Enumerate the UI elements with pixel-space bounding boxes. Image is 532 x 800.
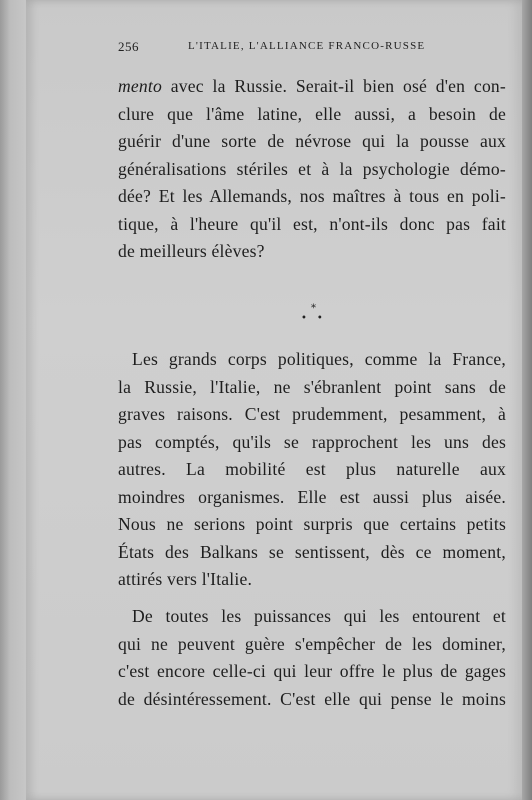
text-line — [118, 73, 506, 101]
text-line: graves raisons. C'est prudemment, pesamment, à — [118, 404, 506, 424]
text-line: de meilleurs élèves? — [118, 241, 265, 261]
italic-word: mento — [118, 76, 162, 96]
text-line: c'est encore celle-ci qui leur offre le plus de gages — [118, 661, 506, 681]
text-line: dée? Et les Allemands, nos maîtres à tous en poli- — [118, 186, 506, 206]
page-header — [118, 39, 448, 59]
text-line: moindres organismes. Elle est aussi plus aisée. — [118, 486, 506, 507]
text-line: De toutes les puissances qui les entourent et — [132, 606, 506, 626]
page-edge — [522, 0, 532, 800]
text-line: États des Balkans se sentissent, dès ce moment, — [118, 541, 506, 562]
text-line: pas comptés, qu'ils se rapprochent les uns des — [118, 431, 506, 452]
text-line: autres. La mobilité est plus naturelle aux — [118, 459, 506, 479]
text-line: qui ne peuvent guère s'empêcher de les dominer, — [118, 633, 506, 654]
ornament-dots: •• — [301, 313, 333, 324]
text-line: Nous ne serions point surpris que certains petits — [118, 514, 506, 534]
ornament-star: * — [311, 303, 316, 314]
text-line: attirés vers l'Italie. — [118, 569, 253, 589]
text-line: la Russie, l'Italie, ne s'ébranlent point sans de — [118, 376, 506, 397]
paragraph-1 — [118, 73, 506, 266]
running-head: L'ITALIE, L'ALLIANCE FRANCO-RUSSE — [188, 40, 426, 52]
text-line: de désintéressement. C'est elle qui pense le moins — [118, 688, 506, 709]
text-line: généralisations stériles et à la psychologie démo- — [118, 158, 506, 179]
text-line: Les grands corps politiques, comme la France, — [132, 349, 506, 369]
paragraph-2 — [118, 346, 506, 594]
paragraph-3 — [118, 603, 506, 713]
section-ornament — [294, 303, 334, 331]
line-text: avec la Russie. Serait-il bien osé d'en con- — [162, 76, 506, 96]
page-number: 256 — [118, 39, 139, 54]
text-line: clure que l'âme latine, elle aussi, a besoin de — [118, 103, 506, 124]
text-line: tique, à l'heure qu'il est, n'ont-ils donc pas fait — [118, 213, 506, 234]
text-line: guérir d'une sorte de névrose qui la pousse aux — [118, 131, 506, 151]
